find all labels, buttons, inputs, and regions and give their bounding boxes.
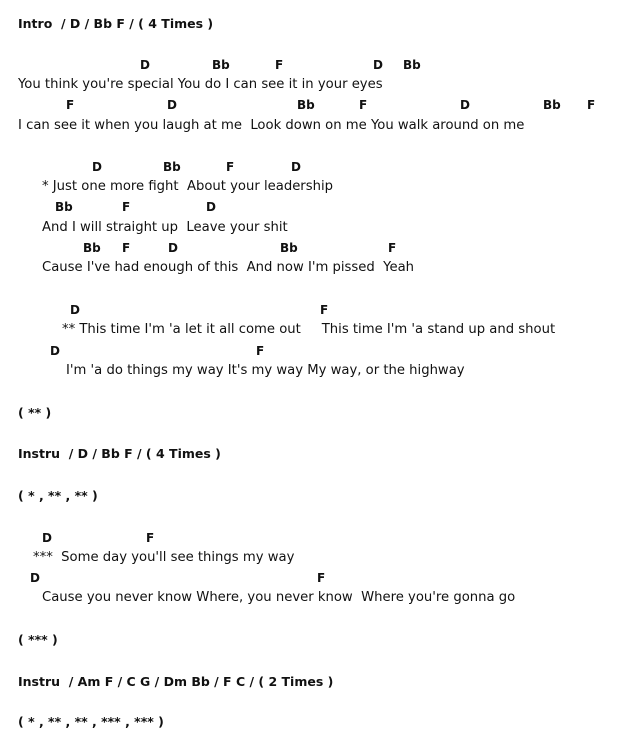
- chord: Bb: [83, 241, 101, 255]
- chord: F: [359, 98, 368, 112]
- chord: D: [168, 241, 178, 255]
- chord: F: [66, 98, 75, 112]
- chord: D: [30, 571, 40, 585]
- chord: F: [122, 200, 131, 214]
- chord: Bb: [212, 58, 230, 72]
- instrumental-line: Instru / Am F / C G / Dm Bb / F C / ( 2 Times ): [18, 674, 334, 689]
- repeat-marker: ( ** ): [18, 405, 52, 420]
- chord: F: [122, 241, 131, 255]
- lyric-line: ** This time I'm 'a let it all come out This time I'm 'a stand up and shout: [62, 322, 556, 337]
- chord: F: [275, 58, 284, 72]
- chord: Bb: [543, 98, 561, 112]
- chord: F: [587, 98, 596, 112]
- chord: F: [317, 571, 326, 585]
- chord: Bb: [55, 200, 73, 214]
- repeat-marker: ( * , ** , ** , *** , *** ): [18, 714, 164, 729]
- chord: D: [42, 531, 52, 545]
- chord: D: [460, 98, 470, 112]
- intro-line: Intro / D / Bb F / ( 4 Times ): [18, 16, 214, 31]
- lyric-line: You think you're special You do I can see it in your eyes: [18, 77, 383, 92]
- chord: Bb: [163, 160, 181, 174]
- chord: Bb: [297, 98, 315, 112]
- lyric-line: Cause you never know Where, you never know Where you're gonna go: [42, 590, 516, 605]
- chord: D: [50, 344, 60, 358]
- chord: D: [167, 98, 177, 112]
- chord: D: [70, 303, 80, 317]
- lyric-line: And I will straight up Leave your shit: [42, 220, 288, 235]
- chord: D: [92, 160, 102, 174]
- chord: Bb: [280, 241, 298, 255]
- repeat-marker: ( *** ): [18, 632, 58, 647]
- chord: F: [388, 241, 397, 255]
- chord: F: [320, 303, 329, 317]
- lyric-line: Cause I've had enough of this And now I'm pissed Yeah: [42, 260, 415, 275]
- lyric-line: * Just one more fight About your leadership: [42, 179, 333, 194]
- chord: D: [206, 200, 216, 214]
- chord: D: [140, 58, 150, 72]
- chord: F: [226, 160, 235, 174]
- instrumental-line: Instru / D / Bb F / ( 4 Times ): [18, 446, 221, 461]
- lyric-line: I'm 'a do things my way It's my way My way, or the highway: [66, 363, 465, 378]
- chord: Bb: [403, 58, 421, 72]
- chord: F: [146, 531, 155, 545]
- chord: D: [373, 58, 383, 72]
- repeat-marker: ( * , ** , ** ): [18, 488, 98, 503]
- lyric-line: I can see it when you laugh at me Look down on me You walk around on me: [18, 118, 525, 133]
- chord: F: [256, 344, 265, 358]
- chord: D: [291, 160, 301, 174]
- lyric-line: *** Some day you'll see things my way: [33, 550, 295, 565]
